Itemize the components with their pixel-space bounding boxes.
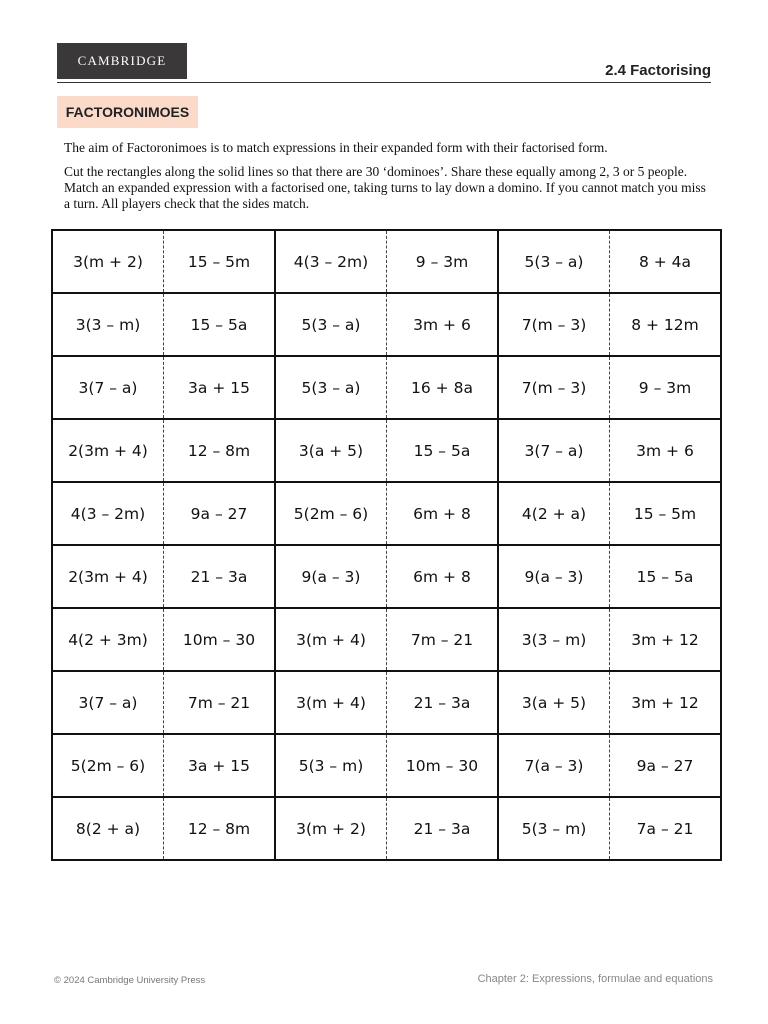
copyright-notice: © 2024 Cambridge University Press — [54, 975, 206, 986]
domino-cell: 15 – 5a — [164, 293, 276, 356]
domino-cell: 3(m + 4) — [275, 671, 387, 734]
domino-cell: 16 + 8a — [387, 356, 499, 419]
domino-cell: 8 + 4a — [610, 230, 722, 293]
domino-row — [52, 608, 721, 671]
domino-cell: 21 – 3a — [164, 545, 276, 608]
domino-row — [52, 482, 721, 545]
domino-cell: 3(a + 5) — [275, 419, 387, 482]
domino-cell: 12 – 8m — [164, 797, 276, 860]
domino-cell: 9 – 3m — [387, 230, 499, 293]
domino-cell: 6m + 8 — [387, 545, 499, 608]
domino-cell: 10m – 30 — [164, 608, 276, 671]
domino-row — [52, 356, 721, 419]
domino-cell: 3m + 12 — [610, 608, 722, 671]
cambridge-logo: CAMBRIDGE — [57, 43, 187, 79]
domino-cell: 5(3 – a) — [275, 293, 387, 356]
domino-cell: 5(3 – a) — [498, 230, 610, 293]
domino-cell: 21 – 3a — [387, 797, 499, 860]
domino-cell: 7a – 21 — [610, 797, 722, 860]
domino-cell: 9(a – 3) — [275, 545, 387, 608]
domino-cell: 21 – 3a — [387, 671, 499, 734]
domino-cell: 3(m + 2) — [275, 797, 387, 860]
chapter-footer: Chapter 2: Expressions, formulae and equations — [477, 973, 713, 985]
domino-cell: 6m + 8 — [387, 482, 499, 545]
domino-cell: 5(3 – a) — [275, 356, 387, 419]
domino-cell: 7(m – 3) — [498, 356, 610, 419]
domino-grid — [51, 229, 722, 861]
domino-cell: 3a + 15 — [164, 734, 276, 797]
domino-cell: 15 – 5m — [164, 230, 276, 293]
domino-row — [52, 419, 721, 482]
header-divider — [57, 82, 711, 83]
instructions-paragraph: Cut the rectangles along the solid lines so that there are 30 ‘dominoes’. Share these equally among 2, 3 or 5 people. Match an expanded expression with a factorised one, taking turns to lay down a domino. If you cannot match you miss a turn. All players check that the sides match. — [64, 164, 706, 211]
domino-cell: 3a + 15 — [164, 356, 276, 419]
domino-cell: 8(2 + a) — [52, 797, 164, 860]
domino-cell: 3m + 6 — [387, 293, 499, 356]
domino-cell: 3(3 – m) — [52, 293, 164, 356]
domino-cell: 2(3m + 4) — [52, 419, 164, 482]
intro-paragraph: The aim of Factoronimoes is to match expressions in their expanded form with their factorised form. — [64, 140, 608, 155]
domino-row — [52, 734, 721, 797]
domino-cell: 9a – 27 — [164, 482, 276, 545]
domino-cell: 9a – 27 — [610, 734, 722, 797]
domino-row — [52, 797, 721, 860]
domino-cell: 3m + 6 — [610, 419, 722, 482]
domino-cell: 3m + 12 — [610, 671, 722, 734]
domino-cell: 8 + 12m — [610, 293, 722, 356]
section-title: 2.4 Factorising — [605, 62, 711, 79]
domino-cell: 5(2m – 6) — [52, 734, 164, 797]
domino-row — [52, 671, 721, 734]
domino-cell: 7m – 21 — [164, 671, 276, 734]
domino-cell: 4(3 – 2m) — [275, 230, 387, 293]
activity-title: FACTORONIMOES — [57, 96, 198, 128]
domino-cell: 7(m – 3) — [498, 293, 610, 356]
domino-cell: 15 – 5a — [387, 419, 499, 482]
domino-cell: 4(2 + a) — [498, 482, 610, 545]
domino-cell: 3(3 – m) — [498, 608, 610, 671]
domino-cell: 9(a – 3) — [498, 545, 610, 608]
domino-cell: 12 – 8m — [164, 419, 276, 482]
domino-cell: 5(3 – m) — [498, 797, 610, 860]
domino-cell: 15 – 5a — [610, 545, 722, 608]
domino-cell: 3(7 – a) — [52, 671, 164, 734]
domino-cell: 3(a + 5) — [498, 671, 610, 734]
domino-cell: 3(m + 4) — [275, 608, 387, 671]
domino-cell: 3(7 – a) — [498, 419, 610, 482]
domino-cell: 9 – 3m — [610, 356, 722, 419]
domino-cell: 10m – 30 — [387, 734, 499, 797]
domino-row — [52, 293, 721, 356]
domino-cell: 2(3m + 4) — [52, 545, 164, 608]
domino-cell: 5(3 – m) — [275, 734, 387, 797]
domino-row — [52, 545, 721, 608]
domino-cell: 7m – 21 — [387, 608, 499, 671]
domino-cell: 3(7 – a) — [52, 356, 164, 419]
domino-cell: 3(m + 2) — [52, 230, 164, 293]
domino-cell: 4(3 – 2m) — [52, 482, 164, 545]
domino-cell: 4(2 + 3m) — [52, 608, 164, 671]
domino-row — [52, 230, 721, 293]
domino-cell: 15 – 5m — [610, 482, 722, 545]
domino-cell: 7(a – 3) — [498, 734, 610, 797]
domino-cell: 5(2m – 6) — [275, 482, 387, 545]
